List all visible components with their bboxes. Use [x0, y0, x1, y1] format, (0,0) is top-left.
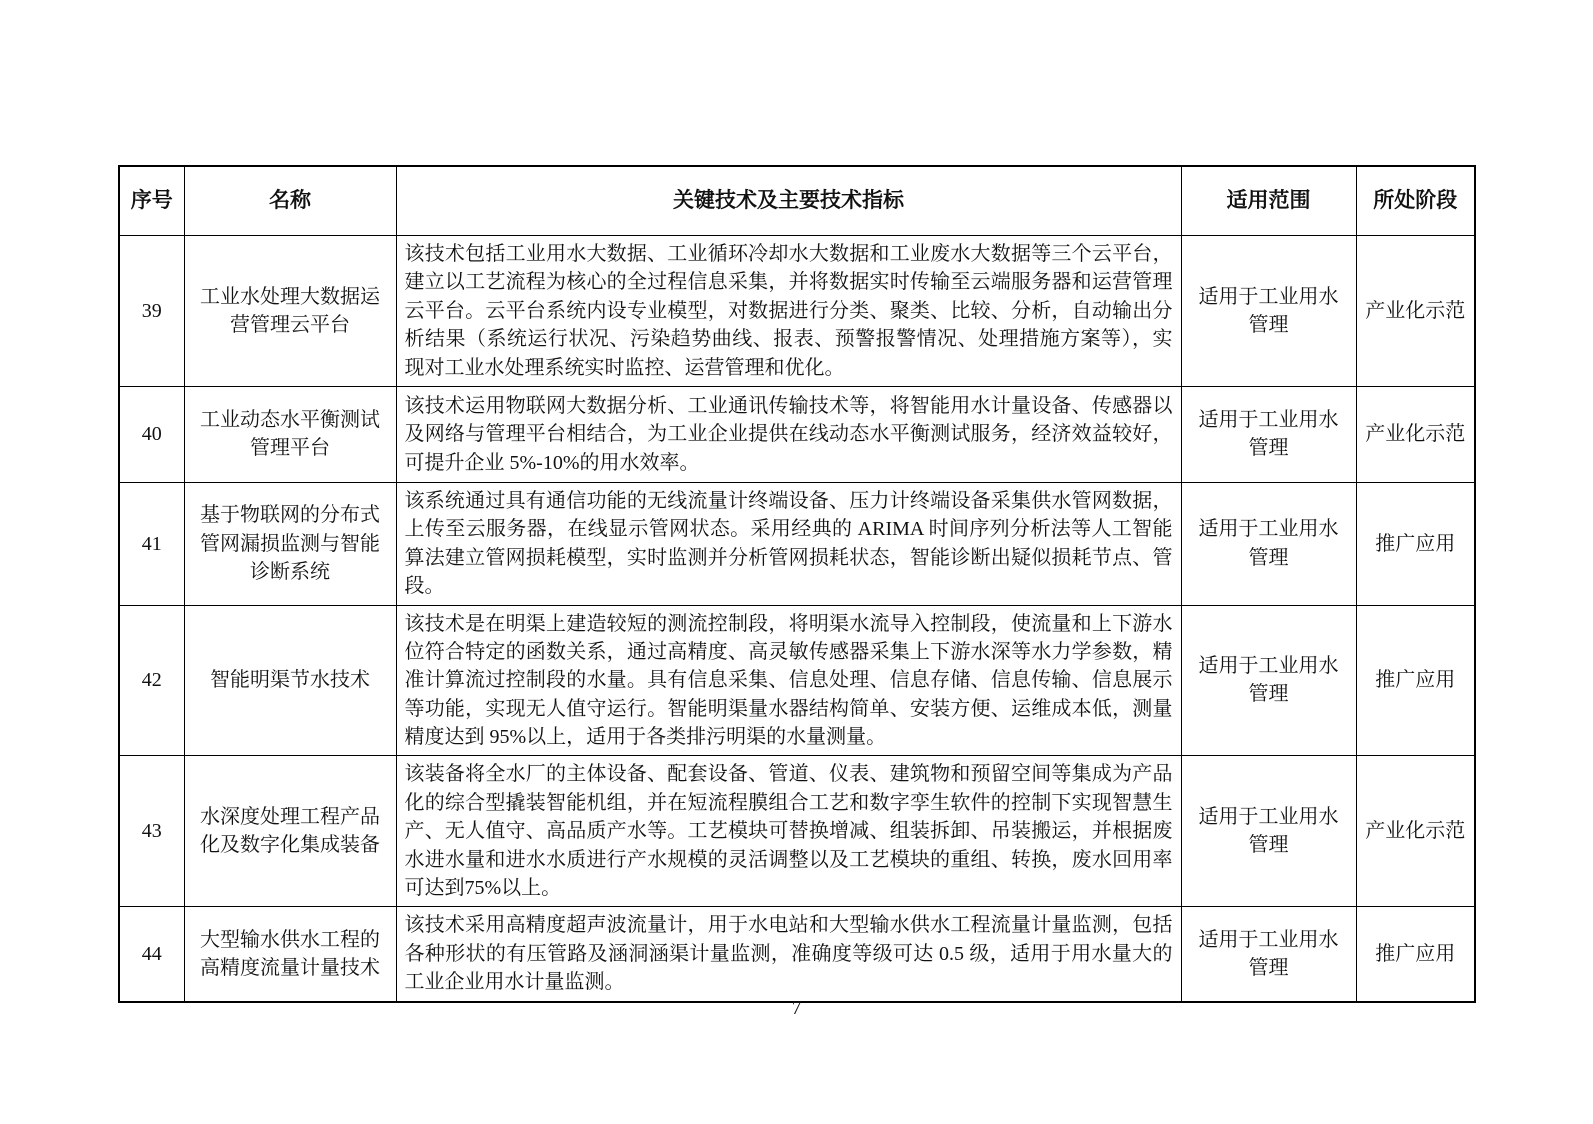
- table-row: [119, 605, 1475, 756]
- table-row: [119, 386, 1475, 482]
- cell-index: 39: [119, 236, 184, 387]
- header-stage: 所处阶段: [1356, 166, 1475, 236]
- cell-index: 40: [119, 386, 184, 482]
- cell-name: 智能明渠节水技术: [184, 605, 396, 756]
- cell-stage: 推广应用: [1356, 482, 1475, 605]
- table-header-row: [119, 166, 1475, 236]
- header-index: 序号: [119, 166, 184, 236]
- cell-description: 该装备将全水厂的主体设备、配套设备、管道、仪表、建筑物和预留空间等集成为产品化的综合型撬装智能机组，并在短流程膜组合工艺和数字孪生软件的控制下实现智慧生产、无人值守、高品质产水等。工艺模块可替换增减、组装拆卸、吊装搬运，并根据废水进水量和进水水质进行产水规模的灵活调整以及工艺模块的重组、转换，废水回用率可达到75%以上。: [396, 756, 1181, 907]
- cell-description: 该技术包括工业用水大数据、工业循环冷却水大数据和工业废水大数据等三个云平台，建立以工艺流程为核心的全过程信息采集，并将数据实时传输至云端服务器和运营管理云平台。云平台系统内设专业模型，对数据进行分类、聚类、比较、分析，自动输出分析结果（系统运行状况、污染趋势曲线、报表、预警报警情况、处理措施方案等），实现对工业水处理系统实时监控、运营管理和优化。: [396, 236, 1181, 387]
- cell-description: 该系统通过具有通信功能的无线流量计终端设备、压力计终端设备采集供水管网数据，上传至云服务器，在线显示管网状态。采用经典的 ARIMA 时间序列分析法等人工智能算法建立管网损耗模型，实时监测并分析管网损耗状态，智能诊断出疑似损耗节点、管段。: [396, 482, 1181, 605]
- cell-index: 43: [119, 756, 184, 907]
- cell-scope: 适用于工业用水管理: [1181, 907, 1356, 1002]
- cell-description: 该技术运用物联网大数据分析、工业通讯传输技术等，将智能用水计量设备、传感器以及网络与管理平台相结合，为工业企业提供在线动态水平衡测试服务，经济效益较好，可提升企业 5%-10%的用水效率。: [396, 386, 1181, 482]
- cell-stage: 产业化示范: [1356, 756, 1475, 907]
- cell-stage: 推广应用: [1356, 605, 1475, 756]
- cell-scope: 适用于工业用水管理: [1181, 605, 1356, 756]
- cell-scope: 适用于工业用水管理: [1181, 386, 1356, 482]
- cell-name: 大型输水供水工程的高精度流量计量技术: [184, 907, 396, 1002]
- cell-index: 41: [119, 482, 184, 605]
- technology-table: [118, 165, 1476, 1003]
- table-row: [119, 236, 1475, 387]
- page-number: 7: [791, 998, 802, 1019]
- table-row: [119, 907, 1475, 1002]
- cell-stage: 推广应用: [1356, 907, 1475, 1002]
- cell-index: 42: [119, 605, 184, 756]
- cell-name: 基于物联网的分布式管网漏损监测与智能诊断系统: [184, 482, 396, 605]
- cell-description: 该技术是在明渠上建造较短的测流控制段，将明渠水流导入控制段，使流量和上下游水位符合特定的函数关系，通过高精度、高灵敏传感器采集上下游水深等水力学参数，精准计算流过控制段的水量。具有信息采集、信息处理、信息存储、信息传输、信息展示等功能，实现无人值守运行。智能明渠量水器结构简单、安装方便、运维成本低，测量精度达到 95%以上，适用于各类排污明渠的水量测量。: [396, 605, 1181, 756]
- cell-index: 44: [119, 907, 184, 1002]
- cell-description: 该技术采用高精度超声波流量计，用于水电站和大型输水供水工程流量计量监测，包括各种形状的有压管路及涵洞涵渠计量监测，准确度等级可达 0.5 级，适用于用水量大的工业企业用水计量监测。: [396, 907, 1181, 1002]
- cell-stage: 产业化示范: [1356, 236, 1475, 387]
- header-scope: 适用范围: [1181, 166, 1356, 236]
- cell-scope: 适用于工业用水管理: [1181, 236, 1356, 387]
- header-key-tech: 关键技术及主要技术指标: [396, 166, 1181, 236]
- cell-name: 工业水处理大数据运营管理云平台: [184, 236, 396, 387]
- table-row: [119, 756, 1475, 907]
- cell-name: 水深度处理工程产品化及数字化集成装备: [184, 756, 396, 907]
- table-row: [119, 482, 1475, 605]
- cell-stage: 产业化示范: [1356, 386, 1475, 482]
- cell-scope: 适用于工业用水管理: [1181, 756, 1356, 907]
- cell-name: 工业动态水平衡测试管理平台: [184, 386, 396, 482]
- header-name: 名称: [184, 166, 396, 236]
- cell-scope: 适用于工业用水管理: [1181, 482, 1356, 605]
